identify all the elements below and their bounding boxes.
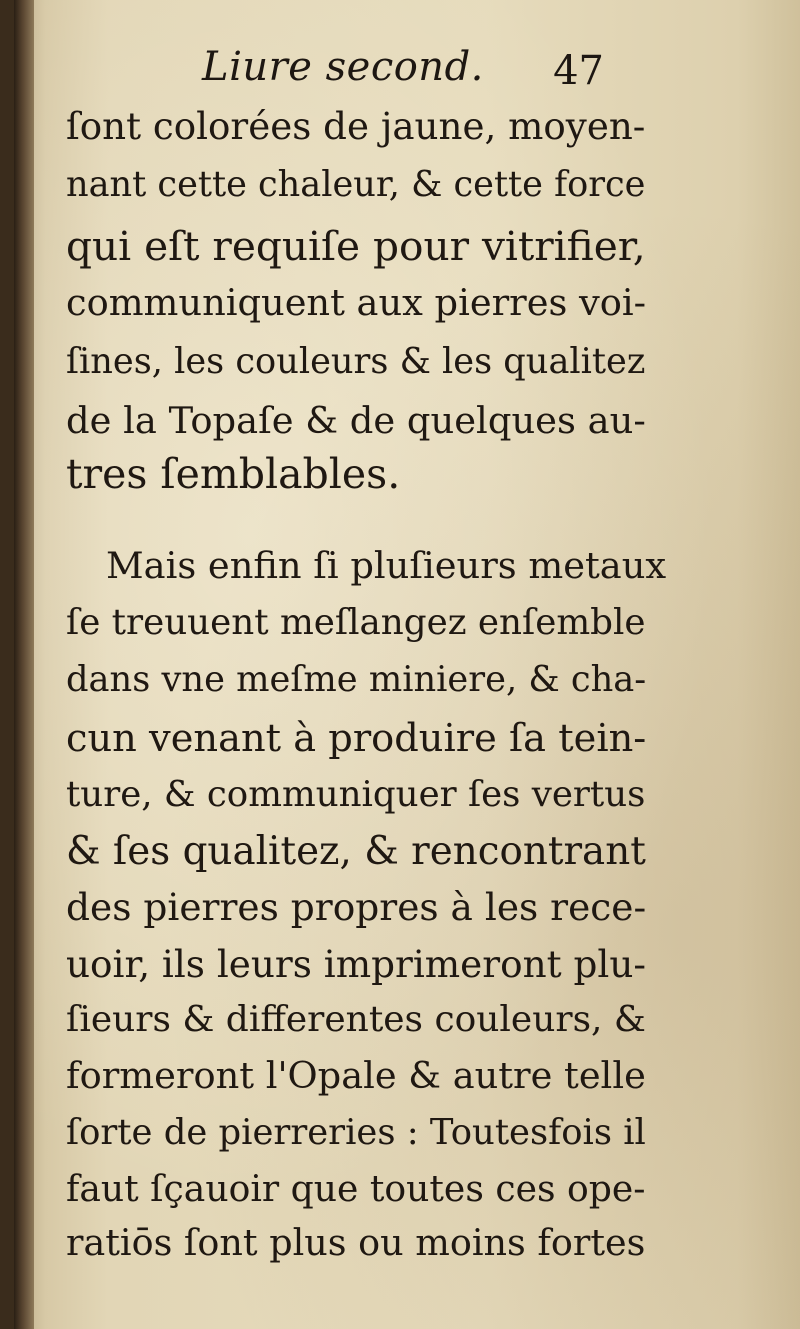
text-line: ſont colorées de jaune, moyen- [66, 104, 646, 148]
text-line: ſieurs & differentes couleurs, & [66, 999, 646, 1040]
page-number: 47 [553, 48, 604, 94]
text-line: ſe treuuent meſlangez enſemble [66, 602, 646, 643]
text-line: cun venant à produire ſa tein- [66, 716, 647, 761]
text-line: tres ſemblables. [66, 450, 401, 498]
text-line: formeront l'Opale & autre telle [66, 1054, 646, 1097]
text-line: communiquent aux pierres voi- [66, 281, 647, 324]
page-header [184, 44, 644, 104]
text-line: des pierres propres à les rece- [66, 885, 647, 929]
text-line: de la Topaſe & de quelques au- [66, 399, 646, 442]
running-title: Liure second. [202, 44, 484, 90]
text-line: uoir, ils leurs imprimeront plu- [66, 942, 646, 986]
text-line: ratiōs ſont plus ou moins fortes [66, 1221, 646, 1264]
book-binding [14, 0, 34, 1329]
text-line: ture, & communiquer ſes vertus [66, 774, 646, 815]
book-page [14, 0, 800, 1329]
text-line: nant cette chaleur, & cette force [66, 164, 646, 205]
text-line: faut ſçauoir que toutes ces ope- [66, 1167, 646, 1210]
text-line: ſorte de pierreries : Toutesfois il [66, 1112, 646, 1153]
text-line: qui eſt requiſe pour vitrifier, [66, 222, 646, 270]
text-line: Mais enfin ſi pluſieurs metaux [106, 544, 667, 587]
text-line: ſines, les couleurs & les qualitez [66, 341, 646, 382]
text-line: & ſes qualitez, & rencontrant [66, 829, 646, 874]
text-line: dans vne meſme miniere, & cha- [66, 659, 647, 700]
